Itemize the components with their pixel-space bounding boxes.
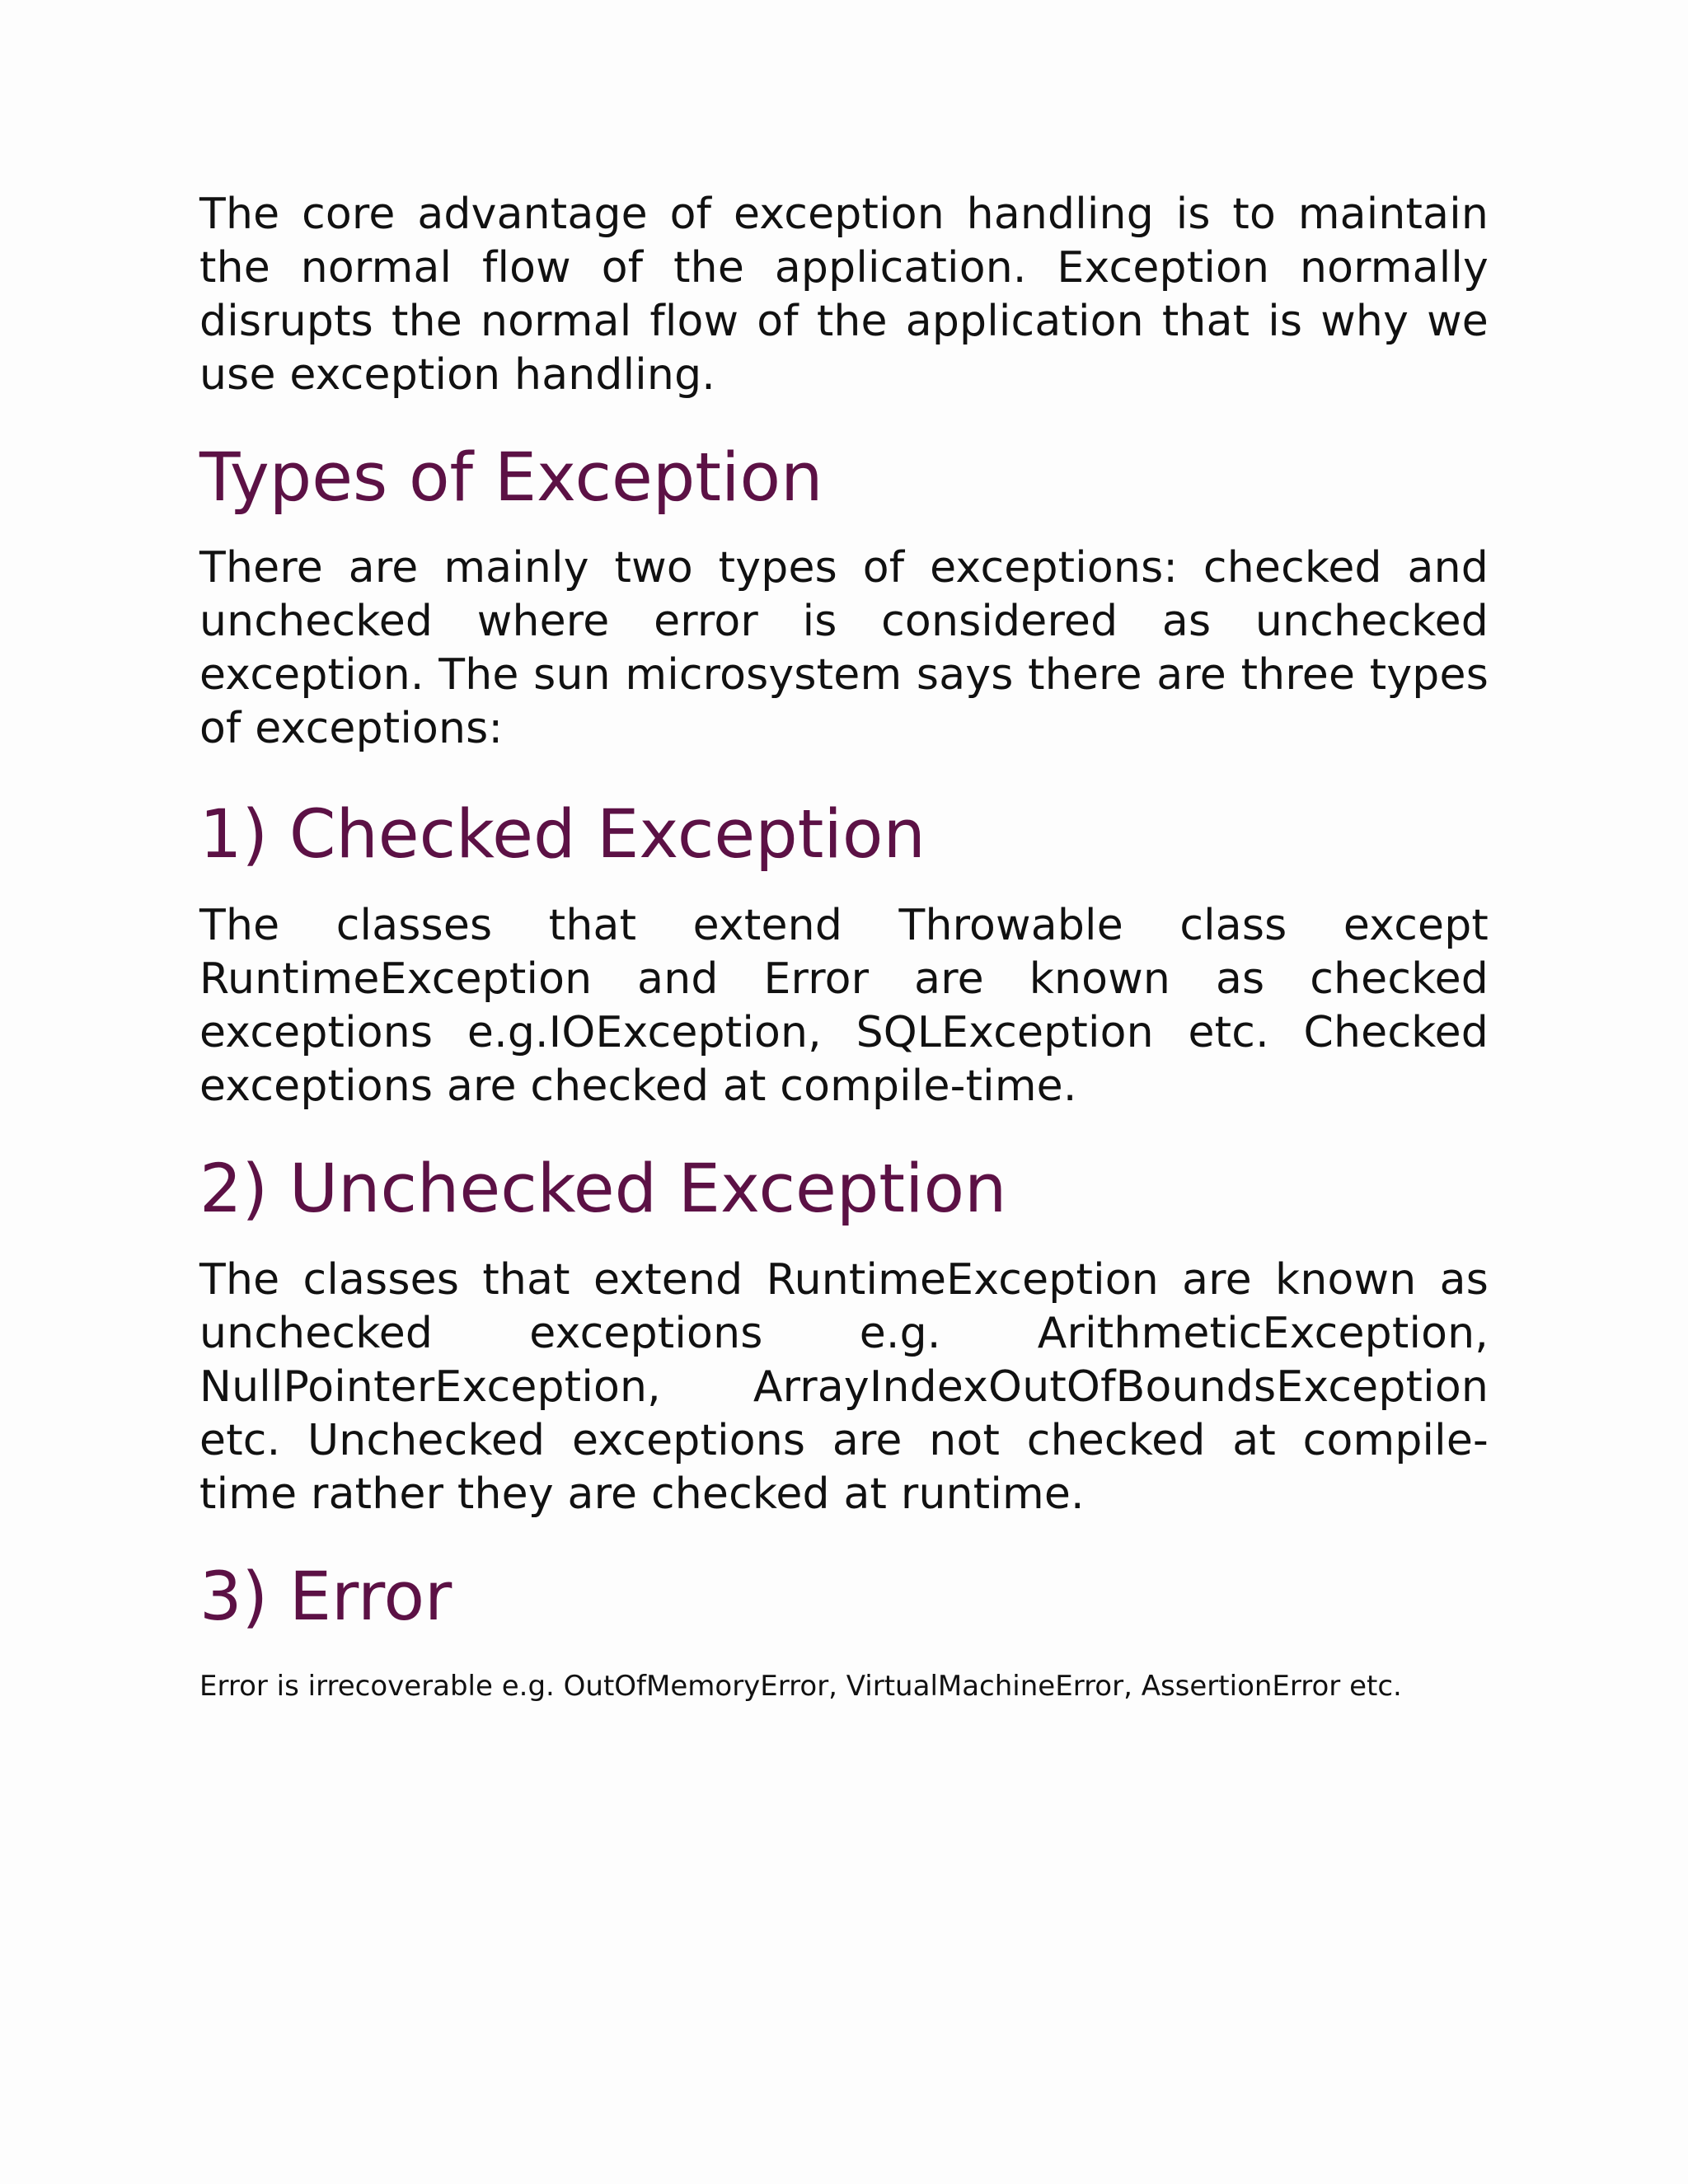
error-heading: 3) Error: [199, 1558, 452, 1636]
unchecked-exception-paragraph: The classes that extend RuntimeException are known as unchecked exceptions e.g. ArithmeticException, NullPointerException, ArrayIndexOutOfBoundsException etc. Unchecked exceptions are not checked at compile-time rather they are checked at runtime.: [199, 1255, 1489, 1519]
types-of-exception-heading: Types of Exception: [199, 439, 823, 517]
types-of-exception-paragraph: There are mainly two types of exceptions: checked and unchecked where error is considered as unchecked exception. The sun microsystem says there are three types of exceptions:: [199, 543, 1489, 753]
unchecked-exception-heading: 2) Unchecked Exception: [199, 1151, 1007, 1228]
intro-paragraph: The core advantage of exception handling is to maintain the normal flow of the application. Exception normally disrupts the normal flow of the application that is why we use exception handling.: [199, 190, 1489, 400]
document-page: [199, 188, 1489, 1704]
error-paragraph: Error is irrecoverable e.g. OutOfMemoryError, VirtualMachineError, AssertionError etc.: [199, 1670, 1402, 1703]
checked-exception-paragraph: The classes that extend Throwable class except RuntimeException and Error are known as checked exceptions e.g.IOException, SQLException etc. Checked exceptions are checked at compile-time.: [199, 901, 1489, 1111]
checked-exception-heading: 1) Checked Exception: [199, 796, 926, 874]
